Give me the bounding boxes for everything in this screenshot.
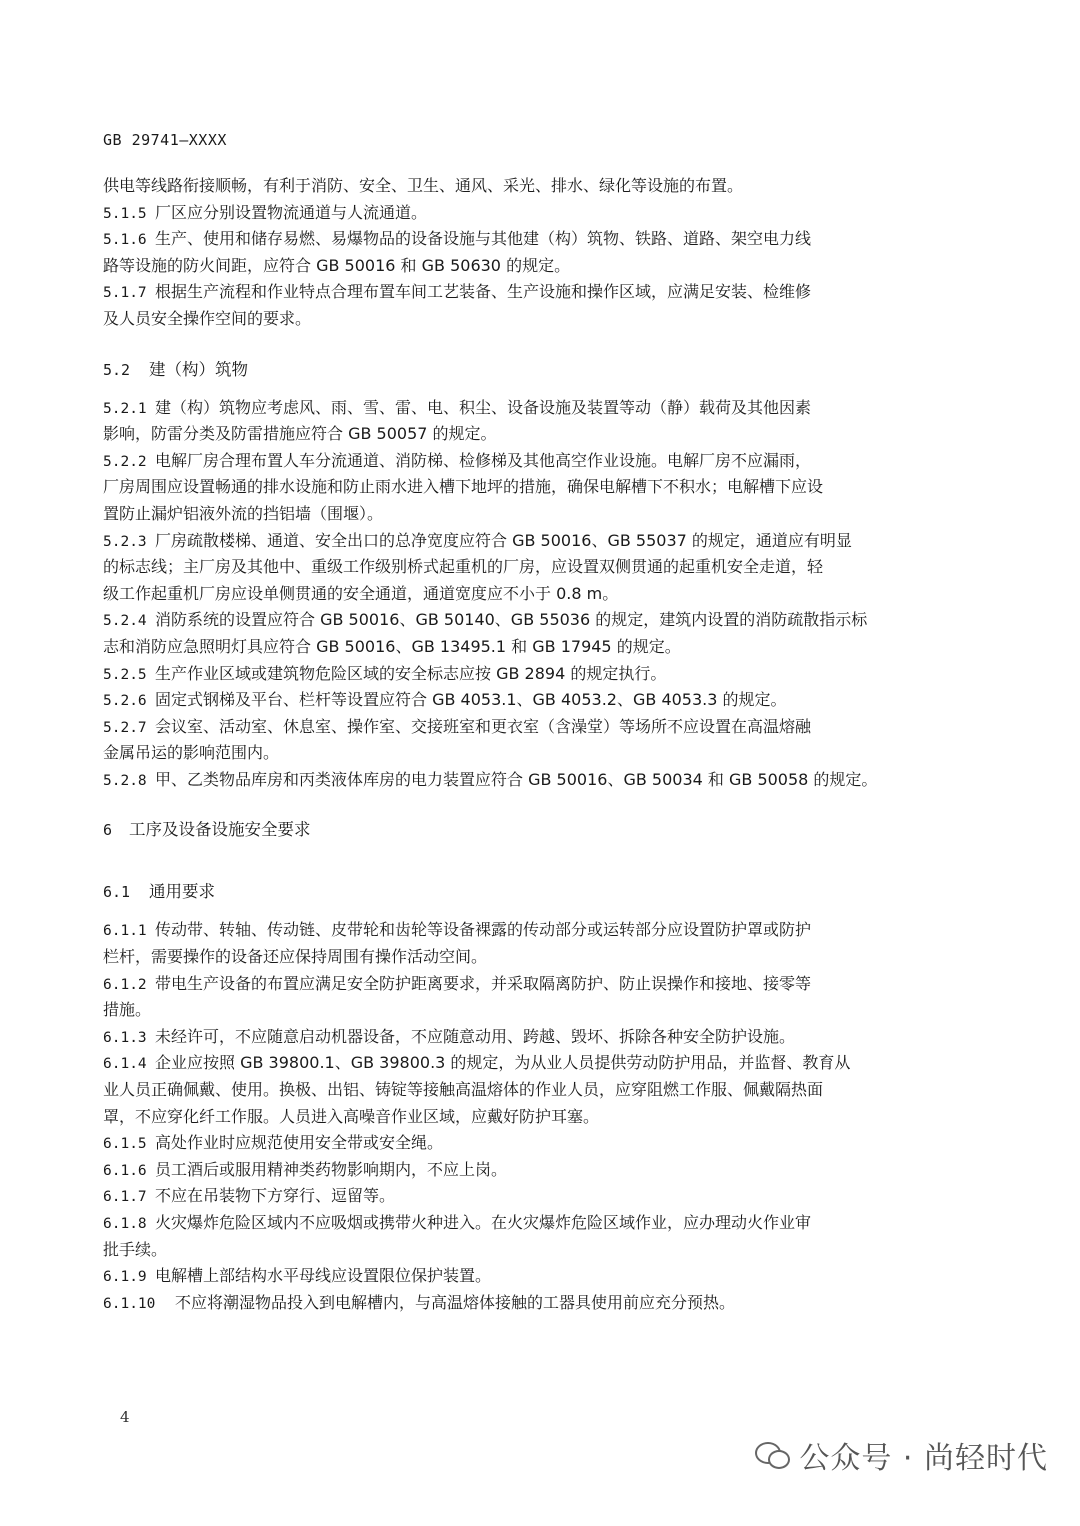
- clause-number: 6.1.6: [103, 1162, 147, 1179]
- clause-number: 5.2.8: [103, 772, 147, 789]
- clause-number: 5.2.1: [103, 400, 147, 417]
- document-body: [103, 173, 959, 1316]
- clause-text: 及人员安全操作空间的要求。: [103, 308, 312, 328]
- text-line: [103, 634, 959, 661]
- watermark: [755, 1433, 1048, 1477]
- clause-text: 厂房疏散楼梯、通道、安全出口的总净宽度应符合 GB 50016、GB 55037 的规定，通道应有明显: [155, 530, 852, 550]
- text-line: [103, 501, 959, 528]
- clause-number: 5.2.6: [103, 693, 147, 710]
- text-line: [103, 395, 959, 422]
- clause-number: 5.2.7: [103, 719, 147, 736]
- clause-number: 6.1.7: [103, 1189, 147, 1206]
- text-line: [103, 687, 959, 714]
- clause-number: 5.2.2: [103, 453, 147, 470]
- text-line: [103, 997, 959, 1024]
- clause-text: 根据生产流程和作业特点合理布置车间工艺装备、生产设施和操作区域，应满足安装、检维修: [155, 282, 812, 302]
- clause-text: 批手续。: [103, 1239, 168, 1259]
- clause-text: 火灾爆炸危险区域内不应吸烟或携带火种进入。在火灾爆炸危险区域作业，应办理动火作业审: [155, 1213, 812, 1232]
- text-line: [103, 173, 959, 200]
- text-line: [103, 448, 959, 475]
- clause-text: 高处作业时应规范使用安全带或安全绳。: [155, 1133, 444, 1153]
- watermark-text: 公众号 · 尚轻时代: [799, 1441, 1048, 1476]
- clause-text: 业人员正确佩戴、使用。换极、出铝、铸锭等接触高温熔体的作业人员，应穿阻燃工作服、佩戴隔热面: [103, 1080, 824, 1100]
- document-header: GB 29741—XXXX: [103, 131, 227, 149]
- text-line: [103, 306, 959, 333]
- clause-number: 6.1.4: [103, 1056, 147, 1073]
- section-spacer: [103, 909, 959, 917]
- text-line: [103, 581, 959, 608]
- text-line: [103, 1157, 959, 1184]
- text-line: [103, 1104, 959, 1131]
- clause-text: 生产作业区域或建筑物危险区域的安全标志应按 GB 2894 的规定执行。: [155, 663, 667, 683]
- text-line: [103, 1024, 959, 1051]
- clause-text: 金属吊运的影响范围内。: [103, 743, 280, 763]
- clause-number: 6.1.10: [103, 1295, 156, 1312]
- section-heading: [103, 353, 959, 387]
- text-line: [103, 474, 959, 501]
- clause-text: 栏杆，需要操作的设备还应保持周围有操作活动空间。: [103, 947, 488, 967]
- section-heading: [103, 875, 959, 909]
- clause-text: 电解槽上部结构水平母线应设置限位保护装置。: [155, 1266, 492, 1286]
- text-line: [103, 1210, 959, 1237]
- clause-text: 消防系统的设置应符合 GB 50016、GB 50140、GB 55036 的规定，建筑内设置的消防疏散指示标: [155, 610, 868, 630]
- text-line: [103, 661, 959, 688]
- section-number: 5.2: [103, 360, 131, 379]
- clause-text: 建（构）筑物应考虑风、雨、雪、雷、电、积尘、设备设施及装置等动（静）载荷及其他因素: [155, 397, 812, 417]
- text-line: [103, 1050, 959, 1077]
- text-line: [103, 1130, 959, 1157]
- section-spacer: [103, 855, 959, 875]
- clause-text: 未经许可，不应随意启动机器设备，不应随意动用、跨越、毁坏、拆除各种安全防护设施。: [155, 1026, 796, 1046]
- section-spacer: [103, 333, 959, 353]
- text-line: [103, 1237, 959, 1264]
- section-heading: [103, 813, 959, 847]
- clause-number: 6.1.5: [103, 1136, 147, 1153]
- clause-number: 6.1.1: [103, 923, 147, 940]
- text-line: [103, 767, 959, 794]
- clause-text: 级工作起重机厂房应设单侧贯通的安全通道，通道宽度应不小于 0.8 m。: [103, 583, 619, 603]
- clause-text: 的标志线；主厂房及其他中、重级工作级别桥式起重机的厂房，应设置双侧贯通的起重机安全走道，轻: [103, 557, 824, 577]
- clause-number: 5.1.7: [103, 285, 147, 302]
- clause-text: 志和消防应急照明灯具应符合 GB 50016、GB 13495.1 和 GB 17945 的规定。: [103, 636, 681, 656]
- clause-number: 6.1.8: [103, 1216, 147, 1232]
- clause-text: 供电等线路衔接顺畅，有利于消防、安全、卫生、通风、采光、排水、绿化等设施的布置。: [103, 176, 744, 195]
- clause-text: 罩，不应穿化纤工作服。人员进入高噪音作业区域，应戴好防护耳塞。: [103, 1106, 600, 1126]
- clause-text: 员工酒后或服用精神类药物影响期内，不应上岗。: [155, 1159, 508, 1179]
- page-number: 4: [120, 1408, 130, 1426]
- clause-text: 电解厂房合理布置人车分流通道、消防梯、检修梯及其他高空作业设施。电解厂房不应漏雨，: [155, 450, 812, 470]
- text-line: [103, 279, 959, 306]
- clause-text: 传动带、转轴、传动链、皮带轮和齿轮等设备裸露的传动部分或运转部分应设置防护罩或防护: [155, 920, 812, 940]
- text-line: [103, 528, 959, 555]
- clause-text: 不应在吊装物下方穿行、逗留等。: [155, 1186, 396, 1206]
- text-line: [103, 917, 959, 944]
- clause-text: 措施。: [103, 1000, 152, 1020]
- section-spacer: [103, 387, 959, 395]
- section-title: 通用要求: [149, 882, 215, 902]
- section-number: 6.1: [103, 883, 131, 902]
- section-number: 6: [103, 821, 113, 840]
- text-line: [103, 1290, 959, 1317]
- clause-text: 厂区应分别设置物流通道与人流通道。: [155, 202, 428, 222]
- text-line: [103, 253, 959, 280]
- wechat-icon: [755, 1440, 789, 1470]
- clause-number: 6.1.2: [103, 976, 147, 993]
- text-line: [103, 1183, 959, 1210]
- clause-text: 固定式钢梯及平台、栏杆等设置应符合 GB 4053.1、GB 4053.2、GB 4053.3 的规定。: [155, 690, 787, 710]
- text-line: [103, 971, 959, 998]
- clause-number: 5.2.5: [103, 666, 147, 683]
- section-title: 建（构）筑物: [149, 359, 248, 379]
- text-line: [103, 200, 959, 227]
- text-line: [103, 1263, 959, 1290]
- clause-number: 6.1.3: [103, 1029, 147, 1046]
- clause-text: 置防止漏炉铝液外流的挡铝墙（围堰）。: [103, 503, 384, 523]
- clause-number: 5.2.4: [103, 613, 147, 630]
- clause-number: 5.1.5: [103, 205, 147, 222]
- clause-text: 不应将潮湿物品投入到电解槽内，与高温熔体接触的工器具使用前应充分预热。: [175, 1292, 736, 1312]
- clause-text: 厂房周围应设置畅通的排水设施和防止雨水进入槽下地坪的措施，确保电解槽下不积水；电解槽下应设: [103, 477, 824, 497]
- section-spacer: [103, 847, 959, 855]
- text-line: [103, 607, 959, 634]
- clause-text: 甲、乙类物品库房和丙类液体库房的电力装置应符合 GB 50016、GB 50034 和 GB 50058 的规定。: [155, 769, 878, 789]
- text-line: [103, 714, 959, 741]
- clause-text: 会议室、活动室、休息室、操作室、交接班室和更衣室（含澡堂）等场所不应设置在高温熔融: [155, 716, 812, 736]
- clause-number: 6.1.9: [103, 1269, 147, 1286]
- clause-text: 带电生产设备的布置应满足安全防护距离要求，并采取隔离防护、防止误操作和接地、接零等: [155, 973, 812, 993]
- clause-number: 5.1.6: [103, 232, 147, 249]
- text-line: [103, 1077, 959, 1104]
- clause-text: 影响，防雷分类及防雷措施应符合 GB 50057 的规定。: [103, 424, 497, 444]
- text-line: [103, 554, 959, 581]
- text-line: [103, 944, 959, 971]
- text-line: [103, 226, 959, 253]
- text-line: [103, 421, 959, 448]
- text-line: [103, 740, 959, 767]
- clause-text: 生产、使用和储存易燃、易爆物品的设备设施与其他建（构）筑物、铁路、道路、架空电力线: [155, 229, 812, 249]
- clause-number: 5.2.3: [103, 533, 147, 550]
- clause-text: 企业应按照 GB 39800.1、GB 39800.3 的规定，为从业人员提供劳动防护用品，并监督、教育从: [155, 1053, 851, 1073]
- section-spacer: [103, 793, 959, 813]
- clause-text: 路等设施的防火间距，应符合 GB 50016 和 GB 50630 的规定。: [103, 255, 571, 275]
- section-title: 工序及设备设施安全要求: [129, 820, 311, 840]
